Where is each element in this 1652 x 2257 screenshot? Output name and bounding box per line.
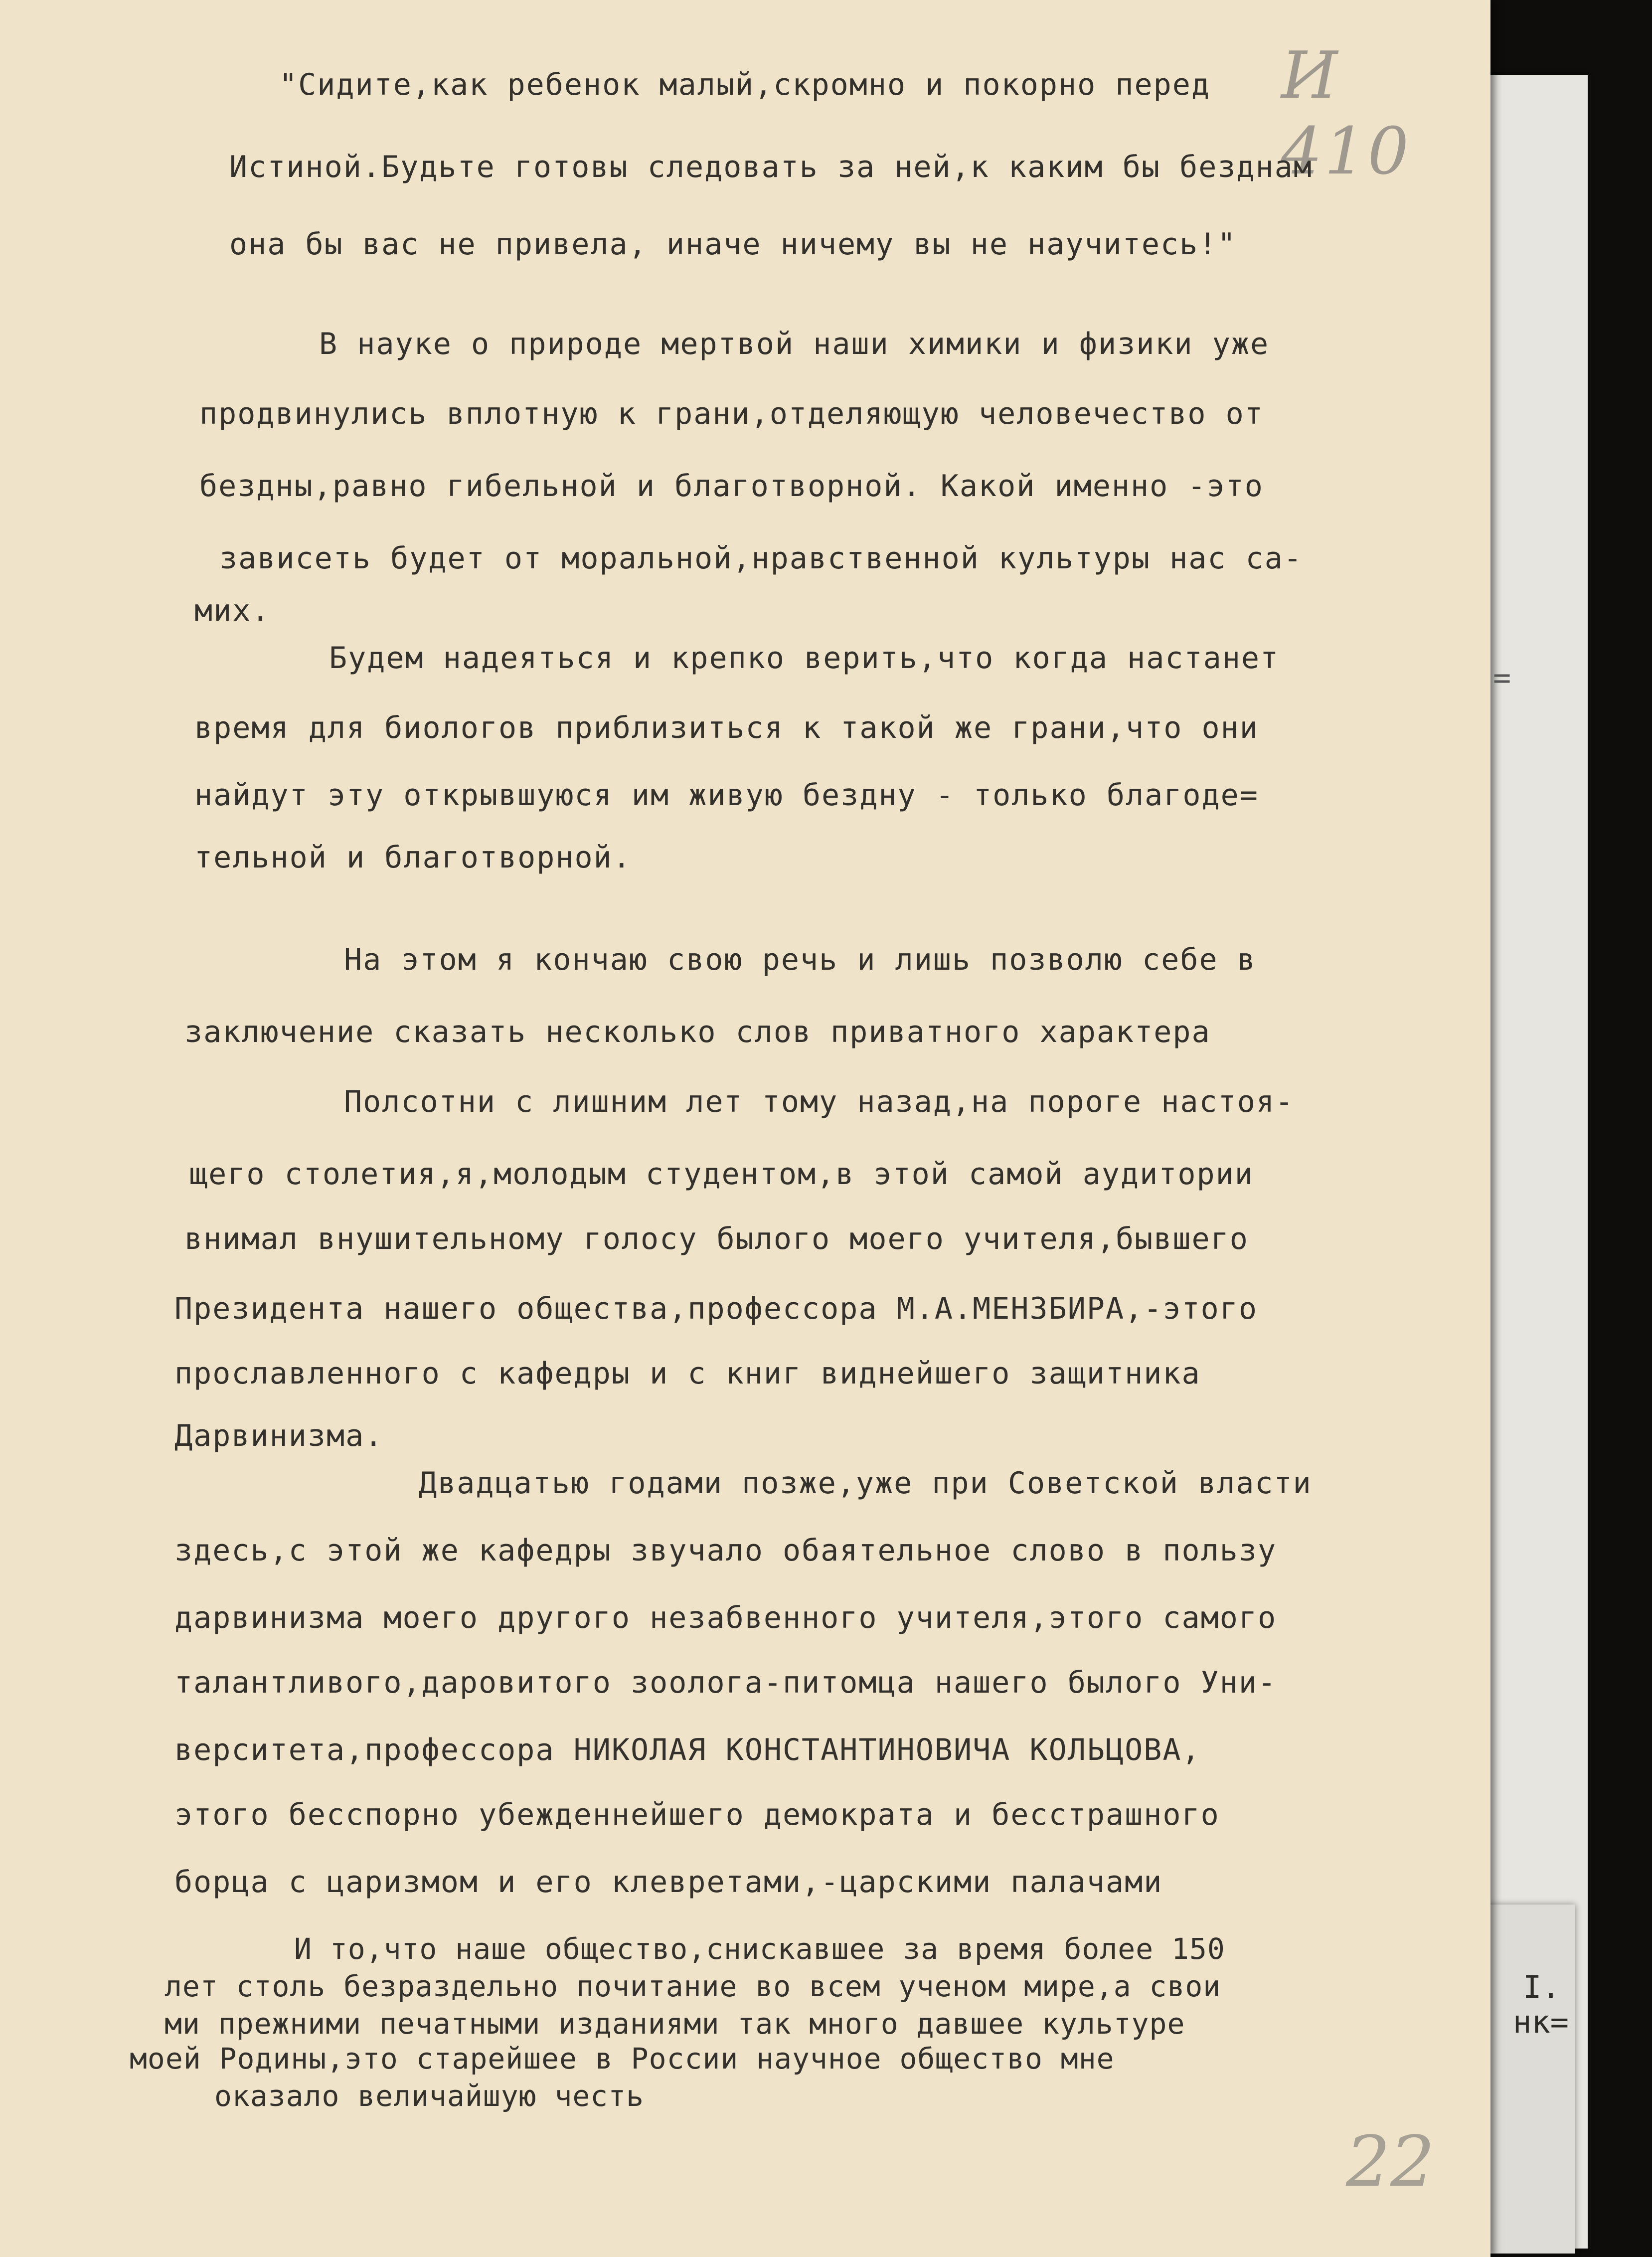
under-sheet-fragment: I. bbox=[1523, 1969, 1560, 2005]
text-line: верситета,профессора НИКОЛАЯ КОНСТАНТИНОВИЧА КОЛЬЦОВА, bbox=[174, 1733, 1201, 1767]
text-line: заключение сказать несколько слов приватного характера bbox=[184, 1015, 1211, 1049]
underlying-sheet-edge bbox=[1476, 1905, 1575, 2254]
text-line: найдут эту открывшуюся им живую бездну - только благоде= bbox=[194, 778, 1259, 813]
text-line: этого бесспорно убежденнейшего демократа и бесстрашного bbox=[174, 1797, 1220, 1832]
text-line: время для биологов приблизиться к такой же грани,что они bbox=[194, 710, 1259, 745]
page-number: 22 bbox=[1346, 2121, 1435, 2203]
text-line: зависеть будет от моральной,нравственной культуры нас са- bbox=[219, 541, 1303, 576]
text-line: На этом я кончаю свою речь и лишь позволю себе в bbox=[344, 942, 1256, 977]
text-line: "Сидите,как ребенок малый,скромно и покорно перед bbox=[279, 67, 1211, 102]
text-line: дарвинизма моего другого незабвенного учителя,этого самого bbox=[174, 1600, 1277, 1635]
text-line: щего столетия,я,молодым студентом,в этой самой аудитории bbox=[189, 1157, 1254, 1192]
text-line: талантливого,даровитого зоолога-питомца нашего былого Уни- bbox=[174, 1665, 1277, 1700]
under-sheet-fragment: нк= bbox=[1513, 2004, 1569, 2040]
text-line: И то,что наше общество,снискавшее за время более 150 bbox=[294, 1932, 1225, 1966]
text-line: Двадцатью годами позже,уже при Советской власти bbox=[419, 1466, 1312, 1501]
text-line: борца с царизмом и его клевретами,-царскими палачами bbox=[174, 1865, 1163, 1900]
text-line: Дарвинизма. bbox=[174, 1418, 384, 1453]
text-line: ми прежними печатными изданиями так много давшее культуре bbox=[165, 2007, 1185, 2041]
text-line: прославленного с кафедры и с книг виднейшего защитника bbox=[174, 1356, 1201, 1391]
text-line: В науке о природе мертвой наши химики и физики уже bbox=[319, 327, 1270, 361]
text-line: здесь,с этой же кафедры звучало обаятельное слово в пользу bbox=[174, 1533, 1277, 1568]
text-line: она бы вас не привела, иначе ничему вы не научитесь!" bbox=[229, 227, 1237, 262]
text-line: Будем надеяться и крепко верить,что когда настанет bbox=[329, 641, 1280, 676]
text-line: бездны,равно гибельной и благотворной. Какой именно -это bbox=[199, 469, 1264, 504]
text-line: мих. bbox=[194, 593, 271, 628]
margin-mark: = bbox=[1493, 661, 1511, 695]
text-line: оказало величайшую честь bbox=[214, 2079, 645, 2113]
archive-number: И 410 bbox=[1281, 37, 1411, 189]
text-line: Президента нашего общества,профессора М.А.МЕНЗБИРА,-этого bbox=[174, 1291, 1258, 1326]
text-line: продвинулись вплотную к грани,отделяющую человечество от bbox=[199, 396, 1264, 431]
text-line: внимал внушительному голосу былого моего учителя,бывшего bbox=[184, 1221, 1249, 1256]
text-line: тельной и благотворной. bbox=[194, 840, 632, 875]
text-line: моей Родины,это старейшее в России научное общество мне bbox=[130, 2042, 1115, 2076]
text-line: Истиной.Будьте готовы следовать за ней,к каким бы безднам bbox=[229, 150, 1313, 184]
text-line: лет столь безраздельно почитание во всем ученом мире,а свои bbox=[165, 1969, 1221, 2003]
text-line: Полсотни с лишним лет тому назад,на пороге настоя- bbox=[344, 1084, 1295, 1119]
